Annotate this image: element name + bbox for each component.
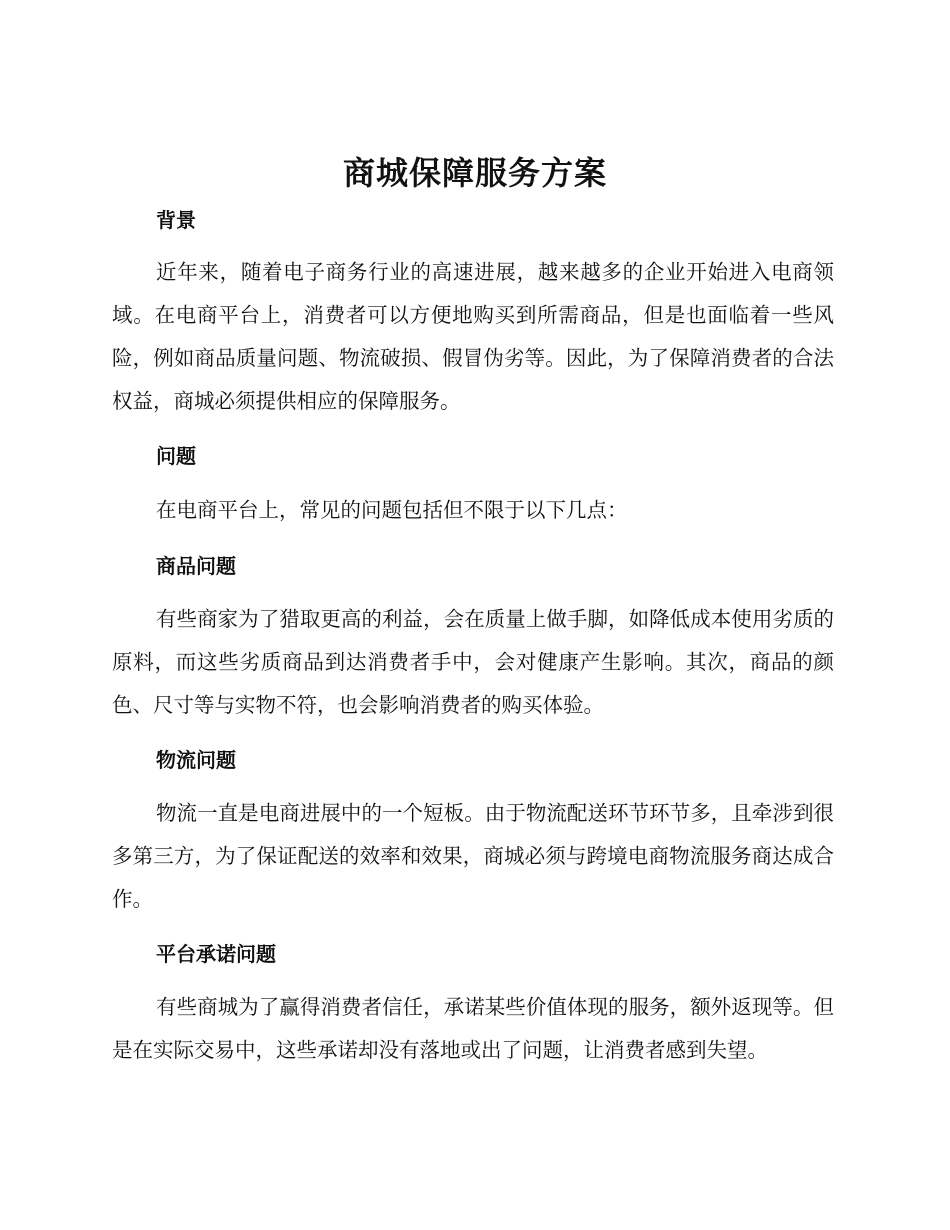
section-paragraph-platform-promise-issues: 有些商城为了赢得消费者信任，承诺某些价值体现的服务，额外返现等。但是在实际交易中，这些承诺却没有落地或出了问题，让消费者感到失望。 <box>112 995 834 1062</box>
section-heading-platform-promise-issues: 平台承诺问题 <box>156 942 276 966</box>
section-heading-problems: 问题 <box>156 444 196 468</box>
section-heading-logistics-issues: 物流问题 <box>156 748 236 772</box>
page-title: 商城保障服务方案 <box>342 154 607 192</box>
section-paragraph-logistics-issues: 物流一直是电商进展中的一个短板。由于物流配送环节环节多，且牵涉到很多第三方，为了保证配送的效率和效果，商城必须与跨境电商物流服务商达成合作。 <box>112 801 834 911</box>
section-heading-product-issues: 商品问题 <box>156 554 236 578</box>
section-paragraph-product-issues: 有些商家为了猎取更高的利益，会在质量上做手脚，如降低成本使用劣质的原料，而这些劣质商品到达消费者手中，会对健康产生影响。其次，商品的颜色、尺寸等与实物不符，也会影响消费者的购买体验。 <box>112 607 834 717</box>
section-paragraph-problems: 在电商平台上，常见的问题包括但不限于以下几点： <box>156 498 628 522</box>
section-paragraph-background: 近年来，随着电子商务行业的高速进展，越来越多的企业开始进入电商领域。在电商平台上，消费者可以方便地购买到所需商品，但是也面临着一些风险，例如商品质量问题、物流破损、假冒伪劣等。因此，为了保障消费者的合法权益，商城必须提供相应的保障服务。 <box>112 260 834 413</box>
section-heading-background: 背景 <box>156 208 196 232</box>
